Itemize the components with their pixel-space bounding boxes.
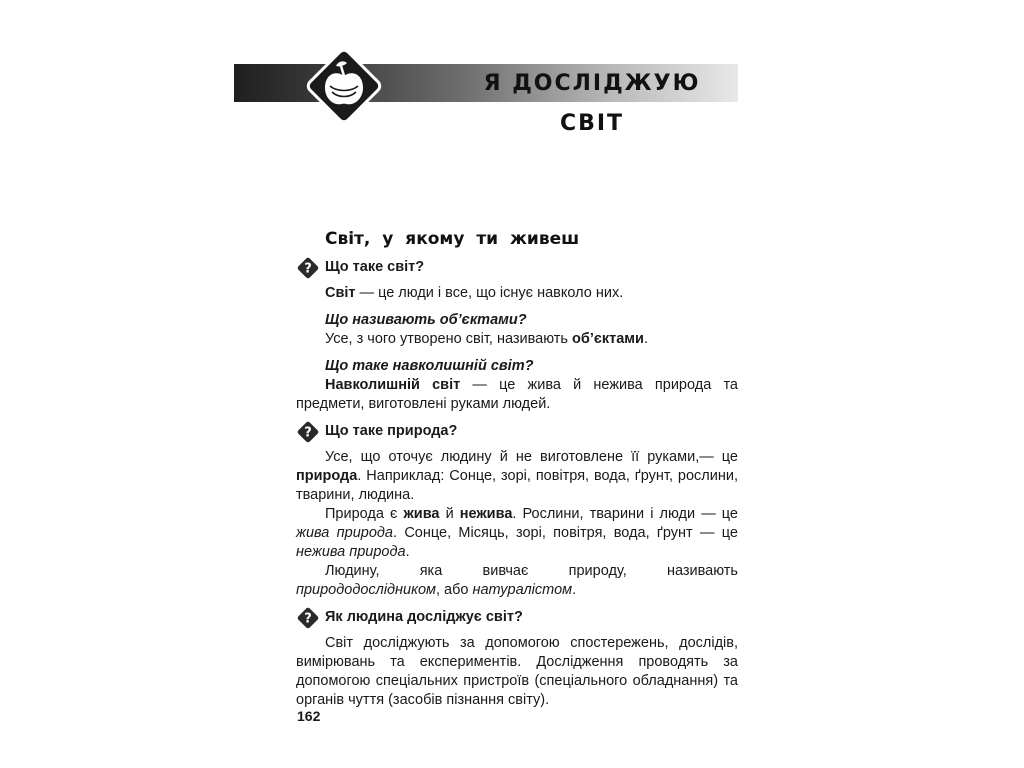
text: , або (435, 582, 473, 598)
text: . Сонце, Місяць, зорі, повітря, вода, ґрунт — це (392, 525, 738, 541)
question-diamond-icon (296, 606, 320, 630)
text: Усе, що оточує людину й не виготовлене її руками,— це (325, 449, 738, 465)
italic-term: натуралістом (472, 582, 573, 598)
svg-text:?: ? (304, 261, 312, 277)
text: Людину, яка вивчає природу, називають (325, 563, 738, 579)
paragraph (296, 330, 738, 349)
question-heading: Як людина досліджує світ? (325, 609, 523, 625)
question-diamond-icon (296, 256, 320, 280)
italic-term: природодослідником (296, 582, 436, 598)
page-number: 162 (297, 708, 321, 724)
term: Світ (325, 285, 356, 301)
term: Навколишній світ (325, 377, 461, 393)
content (296, 230, 738, 710)
section-heading: Світ, у якому ти живеш (325, 229, 580, 249)
question-row (296, 608, 738, 627)
text: й (439, 506, 460, 522)
paragraph (296, 562, 738, 600)
text: — це жива й нежива природа та предмети, виготовлені руками людей. (296, 377, 738, 412)
paragraph (296, 448, 738, 505)
paragraph (296, 376, 738, 414)
question-diamond-icon (296, 420, 320, 444)
term: нежива (459, 506, 513, 522)
text: Усе, з чого утворено світ, називають (325, 331, 573, 347)
sub-question: Що називають об’єктами? (325, 312, 527, 328)
paragraph: Світ досліджують за допомогою спостережень, дослідів, вимірювань та експериментів. Дослідження проводять за допомогою спеціальних пристроїв (спеціального обладнання) та органів чуття (засобів пізнання світу). (296, 635, 738, 708)
paragraph (296, 284, 738, 303)
apple-icon (298, 40, 390, 132)
term: об’єктами (572, 331, 644, 347)
question-row (296, 422, 738, 441)
text: — це люди і все, що існує навколо них. (355, 285, 624, 301)
sub-question: Що таке навколишній світ? (325, 358, 534, 374)
italic-term: жива природа (296, 525, 393, 541)
question-heading: Що таке світ? (325, 259, 425, 275)
paragraph (296, 505, 738, 562)
svg-text:?: ? (304, 425, 312, 441)
question-row (296, 258, 738, 277)
italic-term: нежива природа (296, 544, 406, 560)
text: . (572, 582, 577, 598)
text: Природа є (325, 506, 404, 522)
text: . (405, 544, 410, 560)
svg-text:?: ? (304, 611, 312, 627)
page-title: Я ДОСЛІДЖУЮ СВІТ (483, 71, 701, 136)
text: . Наприклад: Сонце, зорі, повітря, вода, ґрунт, рослини, тварини, людина. (296, 468, 738, 503)
text: . (643, 331, 648, 347)
term: природа (296, 468, 358, 484)
text: . Рослини, тварини і люди — це (512, 506, 738, 522)
term: жива (403, 506, 440, 522)
question-heading: Що таке природа? (325, 423, 458, 439)
